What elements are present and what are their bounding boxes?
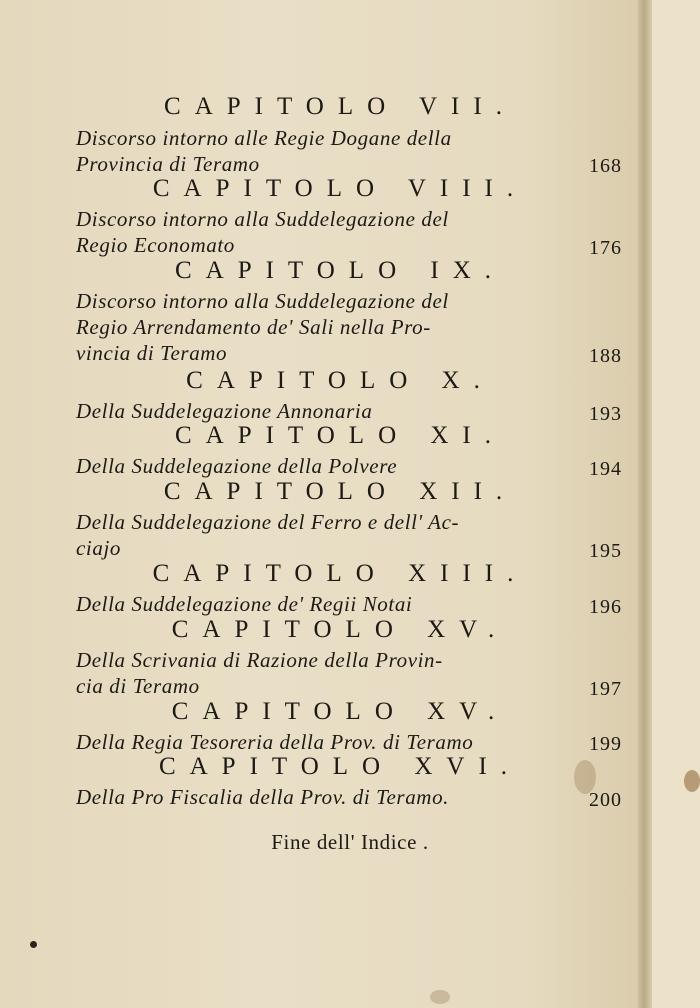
entry-line: cia di Teramo: [76, 674, 200, 698]
chapter-heading: CAPITOLO XI.: [174, 422, 506, 449]
entry-line: Discorso intorno alla Suddelegazione del: [76, 289, 449, 313]
page-number: 176: [589, 237, 622, 259]
page-number: 188: [589, 345, 622, 367]
chapter-heading: CAPITOLO VII.: [164, 93, 516, 120]
chapter-heading: CAPITOLO XV.: [171, 698, 509, 725]
entry-line: Discorso intorno alla Suddelegazione del: [76, 207, 449, 231]
entry-line: Della Suddelegazione Annonaria: [76, 399, 373, 423]
chapter-heading: CAPITOLO X.: [186, 367, 494, 394]
page-number: 200: [589, 789, 622, 811]
foxing-spot: [430, 990, 450, 1004]
entry-line: Provincia di Teramo: [76, 152, 260, 176]
page-number: 168: [589, 155, 622, 177]
entry-line: Della Scrivania di Razione della Provin-: [76, 648, 443, 672]
page-number: 194: [589, 458, 622, 480]
chapter-heading: CAPITOLO IX.: [174, 257, 506, 284]
chapter-heading: CAPITOLO XIII.: [152, 560, 528, 587]
entry-line: Regio Economato: [76, 233, 235, 257]
entry-line: Della Suddelegazione del Ferro e dell' Ac-: [76, 510, 460, 534]
entry-line: Della Suddelegazione de' Regii Notai: [76, 592, 413, 616]
entry-line: Della Suddelegazione della Polvere: [76, 454, 398, 478]
page-number: 195: [589, 540, 622, 562]
chapter-heading: CAPITOLO VIII.: [152, 175, 528, 202]
chapter-heading: CAPITOLO XVI.: [158, 753, 522, 780]
index-end-note: Fine dell' Indice .: [271, 830, 429, 854]
entry-line: Della Regia Tesoreria della Prov. di Teramo: [76, 730, 474, 754]
adjacent-page-edge: [652, 0, 700, 1008]
entry-line: Discorso intorno alle Regie Dogane della: [76, 126, 452, 150]
page-number: 193: [589, 403, 622, 425]
page-number: 196: [589, 596, 622, 618]
page-number: 197: [589, 678, 622, 700]
page-gutter: [638, 0, 652, 1008]
stain-spot: [684, 770, 700, 792]
entry-line: vincia di Teramo: [76, 341, 228, 365]
entry-line: ciajo: [76, 536, 121, 560]
chapter-heading: CAPITOLO XII.: [163, 478, 517, 505]
page-number: 199: [589, 733, 622, 755]
ink-dot: [30, 941, 37, 948]
entry-line: Regio Arrendamento de' Sali nella Pro-: [76, 315, 431, 339]
entry-line: Della Pro Fiscalia della Prov. di Teramo.: [76, 785, 450, 809]
chapter-heading: CAPITOLO XV.: [171, 616, 509, 643]
